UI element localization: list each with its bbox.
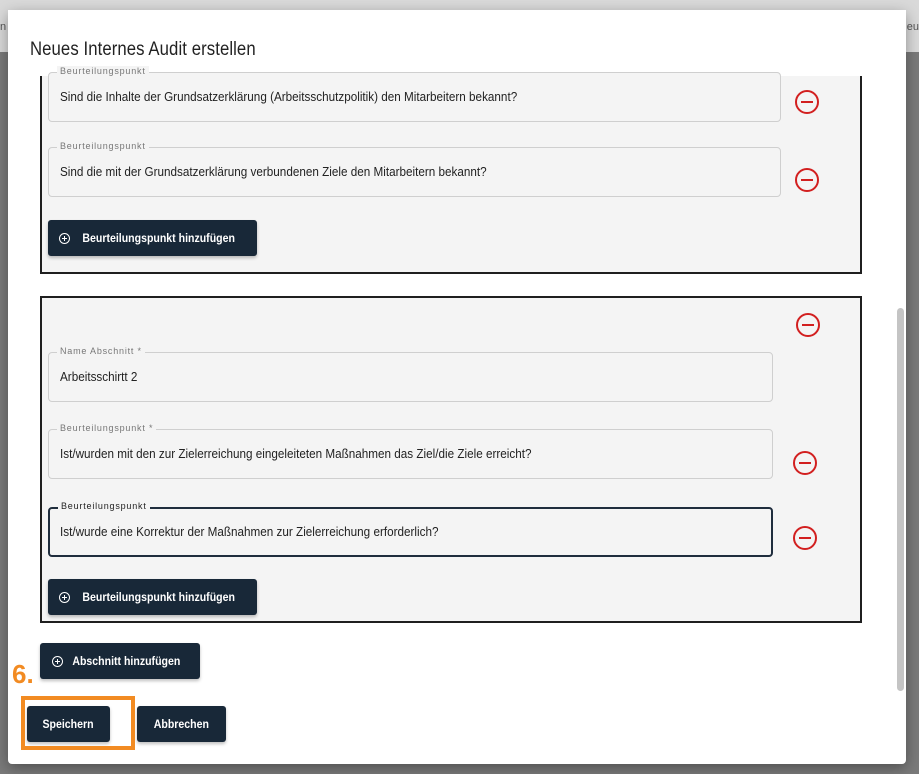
cancel-button[interactable]: Abbrechen — [137, 706, 226, 742]
assessment-point-label: Beurteilungspunkt — [57, 66, 149, 76]
section-name-label: Name Abschnitt * — [57, 346, 145, 356]
assessment-point-field[interactable] — [48, 423, 773, 479]
create-audit-dialog — [8, 10, 906, 764]
background-text-left: n — [0, 21, 7, 33]
assessment-point-label: Beurteilungspunkt — [58, 501, 150, 511]
remove-assessment-point-button[interactable] — [795, 168, 819, 192]
assessment-point-value[interactable]: Sind die Inhalte der Grundsatzerklärung (Arbeitsschutzpolitik) den Mitarbeitern bekannt? — [60, 89, 518, 104]
add-assessment-point-button[interactable]: Beurteilungspunkt hinzufügen — [48, 220, 257, 256]
section-name-value[interactable]: Arbeitsschirtt 2 — [60, 369, 138, 384]
audit-section-2 — [40, 296, 862, 623]
assessment-point-value[interactable]: Ist/wurde eine Korrektur der Maßnahmen zur Zielerreichung erforderlich? — [60, 524, 439, 539]
dialog-content[interactable] — [8, 66, 906, 698]
add-section-button[interactable]: Abschnitt hinzufügen — [40, 643, 200, 679]
remove-assessment-point-button[interactable] — [795, 90, 819, 114]
plus-circle-icon — [52, 656, 63, 667]
save-button[interactable]: Speichern — [27, 706, 110, 742]
assessment-point-field[interactable] — [48, 141, 781, 197]
assessment-point-label: Beurteilungspunkt — [57, 141, 149, 151]
remove-section-button[interactable] — [796, 313, 820, 337]
assessment-point-field[interactable] — [48, 66, 781, 122]
dialog-footer — [8, 698, 906, 764]
section-name-field[interactable] — [48, 346, 773, 402]
assessment-point-value[interactable]: Ist/wurden mit den zur Zielerreichung eingeleiteten Maßnahmen das Ziel/die Ziele erreicht? — [60, 446, 532, 461]
plus-circle-icon — [59, 592, 70, 603]
assessment-point-value[interactable]: Sind die mit der Grundsatzerklärung verbundenen Ziele den Mitarbeitern bekannt? — [60, 164, 487, 179]
remove-assessment-point-button[interactable] — [793, 526, 817, 550]
assessment-point-field-focused[interactable] — [48, 501, 773, 557]
save-highlight-annotation — [21, 696, 135, 750]
add-assessment-point-button[interactable]: Beurteilungspunkt hinzufügen — [48, 579, 257, 615]
remove-assessment-point-button[interactable] — [793, 451, 817, 475]
dialog-title: Neues Internes Audit erstellen — [30, 39, 256, 60]
step-number-annotation: 6. — [12, 659, 34, 689]
scrollbar-thumb[interactable] — [897, 308, 904, 691]
background-text-right: eu — [906, 21, 919, 33]
plus-circle-icon — [59, 233, 70, 244]
audit-section-1 — [40, 66, 862, 274]
assessment-point-label: Beurteilungspunkt * — [57, 423, 156, 433]
